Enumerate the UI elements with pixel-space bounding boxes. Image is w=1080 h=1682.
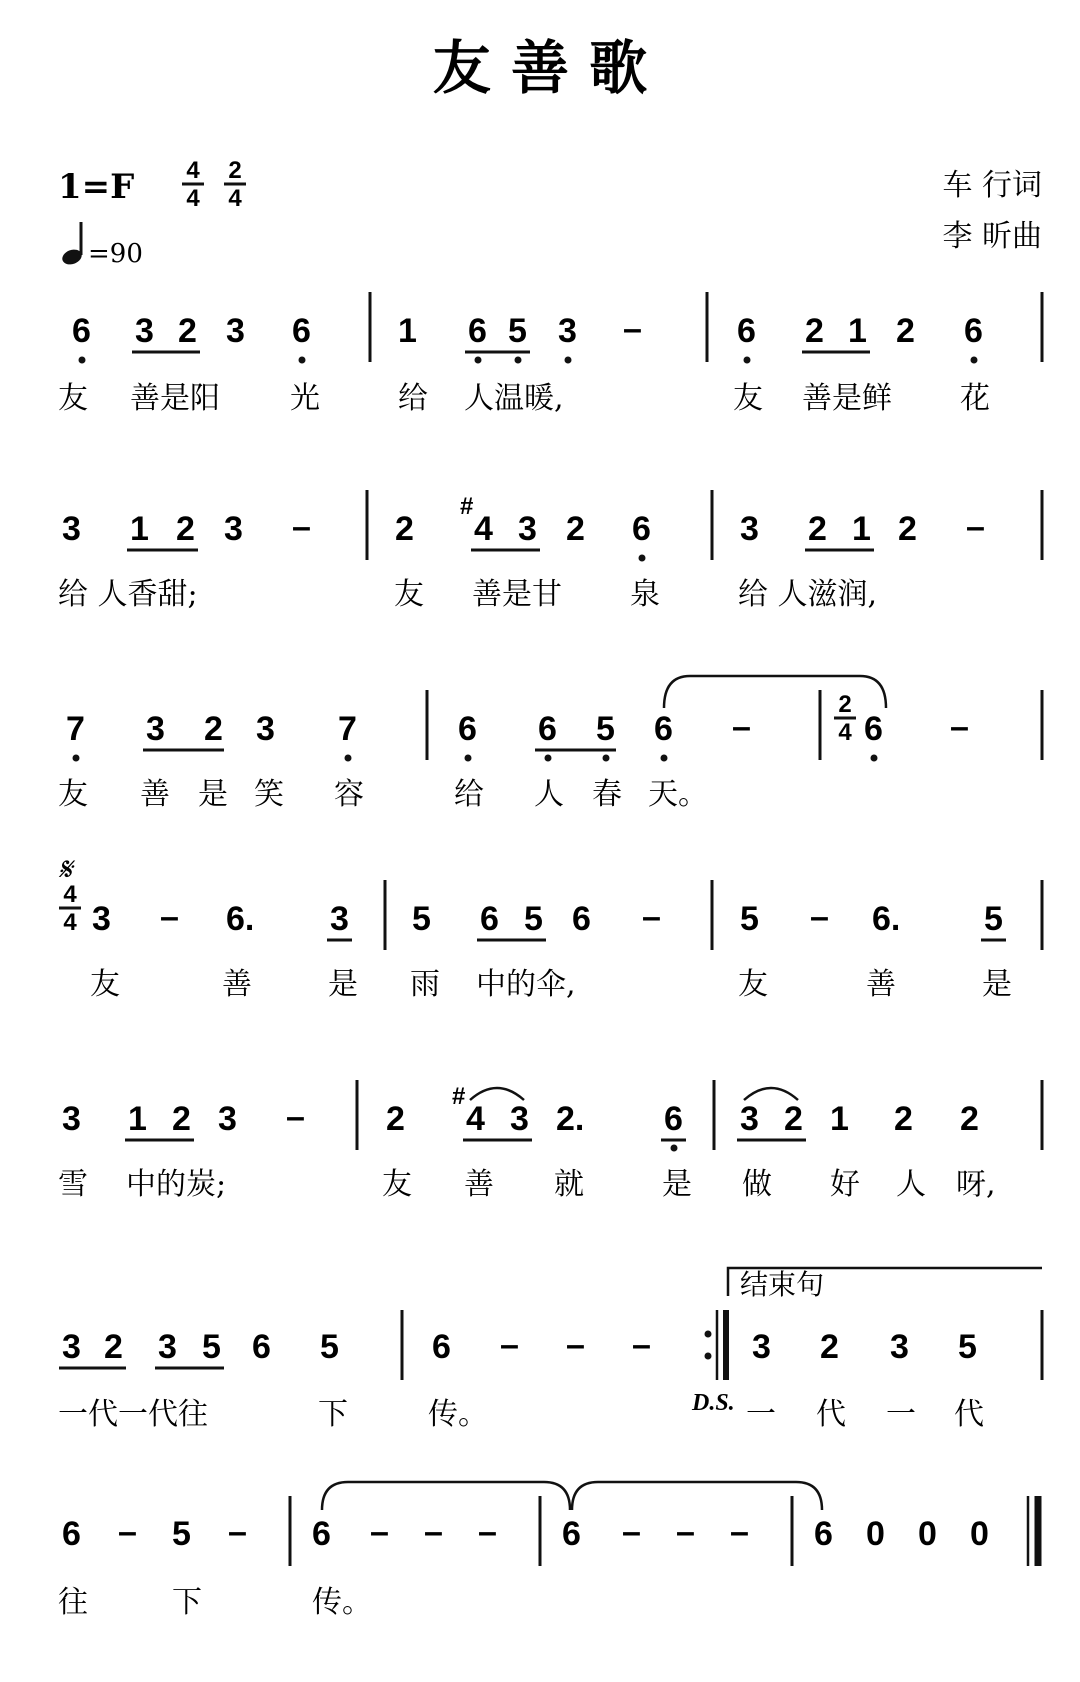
note: 0 [918, 1515, 937, 1553]
time-sig-bottom: 4 [63, 909, 77, 936]
lyric: 一 [746, 1397, 776, 1432]
sharp-sign: # [460, 493, 474, 520]
note: 5 [508, 312, 527, 350]
time-sig-top: 2 [228, 157, 242, 184]
note: 3 [224, 510, 243, 548]
lyric: 下 [318, 1397, 348, 1432]
bar-2-1 [62, 508, 311, 548]
tempo-marking [60, 222, 143, 269]
note: 3 [752, 1328, 771, 1366]
note: 2 [386, 1100, 405, 1138]
note: 5 [596, 710, 615, 748]
score-row-2 [58, 490, 1042, 612]
note: 3 [135, 312, 154, 350]
tie-arc [572, 1482, 822, 1510]
lyric: 是 [198, 777, 228, 812]
tie-arc [322, 1482, 570, 1510]
note: 6 [480, 900, 499, 938]
note: 3 [740, 510, 759, 548]
score-row-7 [58, 1482, 1038, 1620]
score-row-5 [58, 1080, 1042, 1202]
time-sig-bottom: 4 [186, 185, 200, 212]
lyric: 善 [866, 967, 896, 1002]
note: 2 [395, 510, 414, 548]
dash: – [730, 1513, 749, 1551]
segno-sign: 𝄋 [58, 851, 72, 887]
tempo-value: =90 [88, 239, 143, 269]
lyric: 下 [172, 1585, 202, 1620]
note: 3 [158, 1328, 177, 1366]
composer-credit: 李 昕曲 [942, 219, 1042, 254]
lyric: 呀, [956, 1167, 996, 1202]
note: 1 [130, 510, 149, 548]
bar-7-4 [814, 1515, 989, 1553]
dash: – [500, 1326, 519, 1364]
bar-6-1 [62, 1328, 339, 1366]
note: 3 [890, 1328, 909, 1366]
lyricist-credit: 车 行词 [942, 168, 1042, 203]
note: 7 [66, 710, 85, 748]
note: 2 [894, 1100, 913, 1138]
lyric: 容 [334, 777, 364, 812]
time-signature-4-4 [182, 157, 204, 212]
bar-4-2 [412, 898, 661, 938]
lyric: 光 [290, 381, 320, 416]
bar-5-2 [386, 1083, 683, 1138]
note: 6 [664, 1100, 683, 1138]
time-signature-2-4 [224, 157, 246, 212]
score-row-6 [58, 1268, 1042, 1432]
bar-3-1 [66, 710, 357, 748]
note: 0 [970, 1515, 989, 1553]
lyric: 人 [534, 777, 564, 812]
note: 2 [176, 510, 195, 548]
note: 1 [398, 312, 417, 350]
bar-6-2 [432, 1326, 651, 1366]
note: 2 [820, 1328, 839, 1366]
lyric: 雨 [410, 967, 440, 1002]
note: 6 [562, 1515, 581, 1553]
lyric: 泉 [630, 577, 660, 612]
note: 5 [740, 900, 759, 938]
note: 5 [202, 1328, 221, 1366]
bar-6-3 [752, 1328, 977, 1366]
lyric: 友 [58, 381, 88, 416]
dash: – [424, 1513, 443, 1551]
lyric: 人温暖, [464, 381, 564, 416]
note: 2. [556, 1100, 585, 1138]
lyric: 就 [554, 1167, 584, 1202]
dash: – [966, 508, 985, 546]
dash: – [286, 1098, 305, 1136]
note: 6 [468, 312, 487, 350]
dash: – [732, 708, 751, 746]
lyric: 给 [398, 381, 428, 416]
bar-3-3 [834, 691, 969, 748]
note: 6 [312, 1515, 331, 1553]
note: 1 [848, 312, 867, 350]
lyric: 是 [982, 967, 1012, 1002]
lyrics-row-6 [58, 1397, 984, 1432]
note: 2 [204, 710, 223, 748]
note: 6 [292, 312, 311, 350]
note: 3 [218, 1100, 237, 1138]
note: 4 [466, 1100, 485, 1138]
key-signature: 1=F [58, 167, 135, 207]
slur-arc [744, 1088, 798, 1100]
dash: – [566, 1326, 585, 1364]
note: 6 [864, 710, 883, 748]
dash: – [810, 898, 829, 936]
lyric: 友 [738, 967, 768, 1002]
note: 3 [510, 1100, 529, 1138]
slur-arc [470, 1088, 524, 1100]
note: 5 [958, 1328, 977, 1366]
lyric: 友 [394, 577, 424, 612]
bar-5-1 [62, 1098, 305, 1138]
lyric: 往 [58, 1585, 88, 1620]
dash: – [950, 708, 969, 746]
note: 5 [984, 900, 1003, 938]
note: 3 [558, 312, 577, 350]
dash: – [642, 898, 661, 936]
note: 6 [654, 710, 673, 748]
time-sig-top: 4 [63, 881, 77, 908]
lyric: 友 [90, 967, 120, 1002]
lyric: 一代一代往 [58, 1397, 208, 1432]
bar-7-2 [312, 1513, 497, 1553]
note: 2 [898, 510, 917, 548]
lyric: 善 [222, 967, 252, 1002]
bar-2-3 [740, 508, 985, 548]
lyric: 人 [896, 1167, 926, 1202]
note: 1 [852, 510, 871, 548]
note: 3 [62, 1100, 81, 1138]
note: 5 [412, 900, 431, 938]
note: 4 [474, 510, 493, 548]
note: 5 [172, 1515, 191, 1553]
score-row-1 [58, 292, 1042, 416]
dash: – [292, 508, 311, 546]
bar-4-3 [740, 898, 1003, 938]
note: 3 [518, 510, 537, 548]
note: 3 [256, 710, 275, 748]
note: 2 [808, 510, 827, 548]
bar-1-2 [398, 310, 642, 350]
time-sig-bottom: 4 [228, 185, 242, 212]
note: 2 [566, 510, 585, 548]
note: 0 [866, 1515, 885, 1553]
bar-7-1 [62, 1513, 247, 1553]
lyric: 是 [662, 1167, 692, 1202]
dash: – [632, 1326, 651, 1364]
dash: – [228, 1513, 247, 1551]
note: 6. [872, 900, 901, 938]
time-sig-top: 4 [186, 157, 200, 184]
lyric: 春 [592, 777, 622, 812]
note: 6 [458, 710, 477, 748]
lyric: 花 [960, 381, 990, 416]
note: 6 [572, 900, 591, 938]
note: 6 [632, 510, 651, 548]
note: 6 [964, 312, 983, 350]
bar-5-3 [740, 1100, 979, 1138]
lyric: 善是甘 [472, 577, 562, 612]
lyric: 善是阳 [130, 381, 220, 416]
lyric: 天。 [648, 777, 708, 812]
note: 3 [92, 900, 111, 938]
score-row-3 [58, 676, 1042, 812]
dash: – [370, 1513, 389, 1551]
dash: – [118, 1513, 137, 1551]
lyric: 给 人滋润, [738, 577, 878, 612]
bar-7-3 [562, 1513, 749, 1553]
note: 2 [805, 312, 824, 350]
bar-4-1 [59, 881, 349, 938]
note: 6. [226, 900, 255, 938]
note: 6 [72, 312, 91, 350]
lyric: 善 [140, 777, 170, 812]
lyric: 给 人香甜; [58, 577, 198, 612]
lyric: 笑 [254, 777, 284, 812]
ending-label: 结束句 [740, 1268, 825, 1301]
sharp-sign: # [452, 1083, 466, 1110]
bar-3-2 [458, 708, 751, 748]
time-sig-bottom: 4 [838, 719, 852, 746]
lyrics-row-5 [58, 1167, 996, 1202]
lyrics-row-1 [58, 381, 990, 416]
lyrics-row-7 [58, 1585, 372, 1620]
note: 5 [320, 1328, 339, 1366]
note: 6 [62, 1515, 81, 1553]
lyric: 雪 [58, 1167, 88, 1202]
note: 1 [128, 1100, 147, 1138]
note: 6 [252, 1328, 271, 1366]
dash: – [160, 898, 179, 936]
bar-1-3 [737, 312, 983, 350]
lyric: 做 [742, 1167, 772, 1202]
lyric: 代 [954, 1397, 984, 1432]
lyric: 友 [382, 1167, 412, 1202]
note: 1 [830, 1100, 849, 1138]
lyric: 中的伞, [476, 967, 576, 1002]
note: 2 [104, 1328, 123, 1366]
note: 2 [960, 1100, 979, 1138]
dash: – [623, 310, 642, 348]
lyric: 一 [886, 1397, 916, 1432]
note: 2 [172, 1100, 191, 1138]
lyrics-row-2 [58, 577, 877, 612]
lyric: 友 [733, 381, 763, 416]
final-barline [1028, 1496, 1038, 1566]
time-sig-top: 2 [838, 691, 852, 718]
lyric: 好 [830, 1167, 860, 1202]
lyrics-row-4 [90, 967, 1012, 1002]
note: 2 [784, 1100, 803, 1138]
note: 6 [538, 710, 557, 748]
lyric: 善是鲜 [802, 381, 892, 416]
lyric: 传。 [428, 1397, 488, 1432]
dash: – [622, 1513, 641, 1551]
note: 3 [740, 1100, 759, 1138]
song-title: 友 善 歌 [432, 34, 648, 102]
lyric: 中的炭; [126, 1167, 227, 1202]
lyric: 传。 [312, 1585, 372, 1620]
lyrics-row-3 [58, 777, 708, 812]
tie-arc [664, 676, 886, 708]
dash: – [478, 1513, 497, 1551]
note: 2 [178, 312, 197, 350]
lyric: 善 [464, 1167, 494, 1202]
note: 6 [432, 1328, 451, 1366]
dash: – [676, 1513, 695, 1551]
lyric: 友 [58, 777, 88, 812]
lyric: 给 [454, 777, 484, 812]
note: 2 [896, 312, 915, 350]
note: 6 [814, 1515, 833, 1553]
note: 3 [62, 1328, 81, 1366]
note: 3 [62, 510, 81, 548]
lyric: 代 [816, 1397, 846, 1432]
ds-marking: D.S. [692, 1390, 735, 1416]
repeat-end-barline [705, 1310, 727, 1380]
note: 6 [737, 312, 756, 350]
note: 5 [524, 900, 543, 938]
lyric: 是 [328, 967, 358, 1002]
note: 3 [226, 312, 245, 350]
note: 7 [338, 710, 357, 748]
note: 3 [330, 900, 349, 938]
note: 3 [146, 710, 165, 748]
score-row-4 [58, 851, 1042, 1002]
bar-1-1 [72, 312, 311, 350]
bar-2-2 [395, 493, 651, 548]
